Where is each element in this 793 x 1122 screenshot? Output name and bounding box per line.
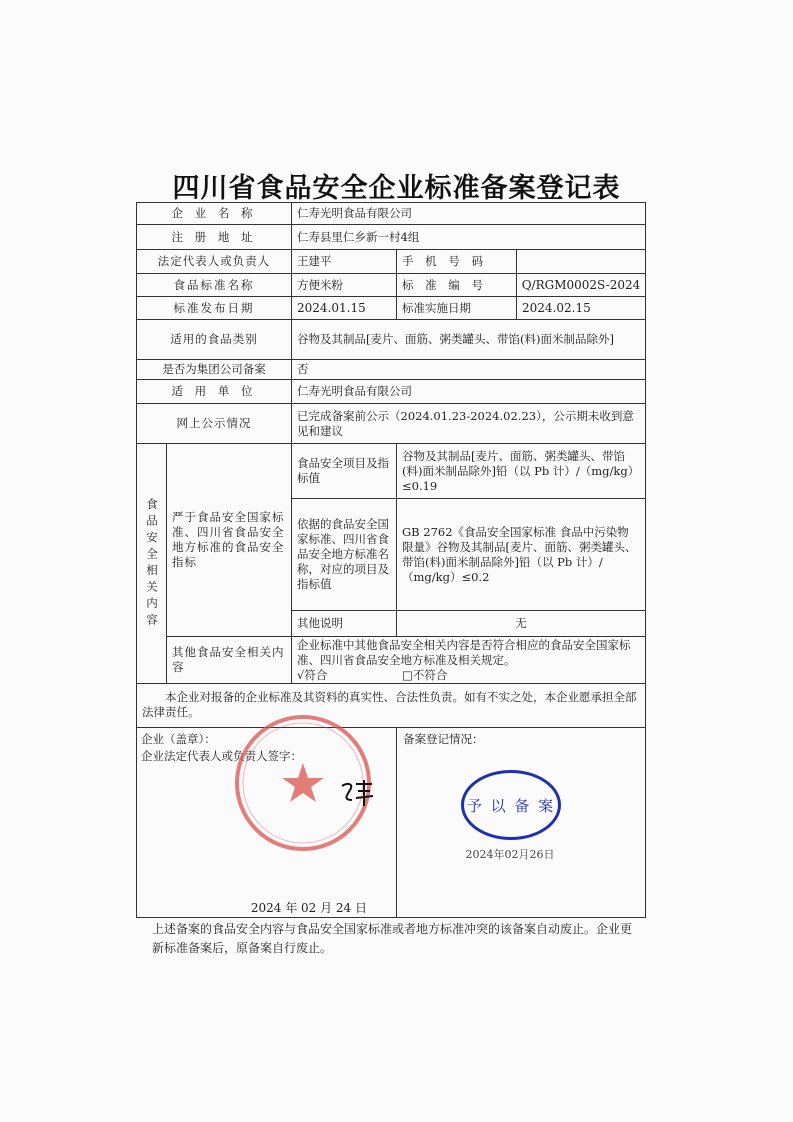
publicity-label: 网上公示情况 bbox=[137, 404, 292, 444]
item-label: 食品安全项目及指标值 bbox=[292, 444, 397, 499]
company-name-value: 仁寿光明食品有限公司 bbox=[292, 203, 645, 225]
group-filing-value: 否 bbox=[292, 360, 645, 380]
standard-code-value: Q/RGM0002S-2024 bbox=[517, 274, 645, 297]
conform-option: √符合 bbox=[297, 667, 328, 682]
item-value: 谷物及其制品[麦片、面筋、粥类罐头、带馅(料)面米制品除外]铅（以 Pb 计）/（mg/kg）≤0.19 bbox=[397, 444, 645, 499]
registration-label: 备案登记情况： bbox=[403, 732, 484, 746]
category-value: 谷物及其制品[麦片、面筋、粥类罐头、带馅(料)面米制品除外] bbox=[292, 320, 645, 360]
standard-code-label: 标 准 编 号 bbox=[397, 274, 517, 297]
basis-label: 依据的食品安全国家标准、四川省食品安全地方标准名称，对应的项目及指标值 bbox=[292, 499, 397, 611]
group-filing-label: 是否为集团公司备案 bbox=[137, 360, 292, 380]
strict-indicator-label: 严于食品安全国家标准、四川省食品安全地方标准的食品安全指标 bbox=[167, 444, 292, 637]
enterprise-sign-label: 企业法定代表人或负责人签字： bbox=[141, 749, 302, 763]
implementation-date-label: 标准实施日期 bbox=[397, 297, 517, 320]
basis-value: GB 2762《食品安全国家标准 食品中污染物限量》谷物及其制品[麦片、面筋、粥类罐头、带馅(料)面米制品除外]铅（以 Pb 计）/（mg/kg）≤0.2 bbox=[397, 499, 645, 611]
handwritten-signature bbox=[338, 778, 378, 808]
legal-rep-label: 法定代表人或负责人 bbox=[137, 250, 292, 274]
publicity-value: 已完成备案前公示（2024.01.23-2024.02.23），公示期未收到意见和建议 bbox=[292, 404, 645, 444]
footer-note: 上述备案的食品安全内容与食品安全国家标准或者地方标准冲突的该备案自动废止。企业更新标准备案后，原备案自行废止。 bbox=[152, 922, 633, 955]
legal-rep-value: 王建平 bbox=[292, 250, 397, 274]
implementation-date-value: 2024.02.15 bbox=[517, 297, 645, 320]
safety-side-label: 食品安全相关内容 bbox=[137, 444, 167, 684]
registration-table bbox=[136, 202, 646, 918]
conform-options bbox=[297, 668, 640, 683]
phone-value bbox=[517, 250, 645, 274]
phone-label: 手 机 号 码 bbox=[397, 250, 517, 274]
standard-name-value: 方便米粉 bbox=[292, 274, 397, 297]
enterprise-date: 2024 年 02 月 24 日 bbox=[250, 901, 367, 915]
address-label: 注 册 地 址 bbox=[137, 225, 292, 250]
category-label: 适用的食品类别 bbox=[137, 320, 292, 360]
filing-stamp-date: 2024年02月26日 bbox=[465, 848, 555, 861]
release-date-value: 2024.01.15 bbox=[292, 297, 397, 320]
applicable-unit-value: 仁寿光明食品有限公司 bbox=[292, 380, 645, 404]
other-content-value: 企业标准中其他食品安全相关内容是否符合相应的食品安全国家标准、四川省食品安全地方标准及相关规定。 bbox=[297, 637, 631, 667]
other-note-value: 无 bbox=[397, 611, 645, 637]
other-content-label: 其他食品安全相关内容 bbox=[167, 637, 292, 684]
filing-approved-stamp: 予 以 备 案 bbox=[461, 770, 561, 840]
enterprise-seal-label: 企业（盖章）： bbox=[141, 732, 216, 746]
other-content-cell bbox=[292, 637, 645, 684]
page-title: 四川省食品安全企业标准备案登记表 bbox=[172, 173, 621, 204]
declaration-text: 本企业对报备的企业标准及其资料的真实性、合法性负责。如有不实之处，本企业愿承担全部法律责任。 bbox=[137, 684, 645, 728]
standard-name-label: 食品标准名称 bbox=[137, 274, 292, 297]
address-value: 仁寿县里仁乡新一村4组 bbox=[292, 225, 645, 250]
other-note-label: 其他说明 bbox=[292, 611, 397, 637]
applicable-unit-label: 适 用 单 位 bbox=[137, 380, 292, 404]
not-conform-option: □不符合 bbox=[402, 667, 448, 682]
company-name-label: 企 业 名 称 bbox=[137, 203, 292, 225]
release-date-label: 标准发布日期 bbox=[137, 297, 292, 320]
